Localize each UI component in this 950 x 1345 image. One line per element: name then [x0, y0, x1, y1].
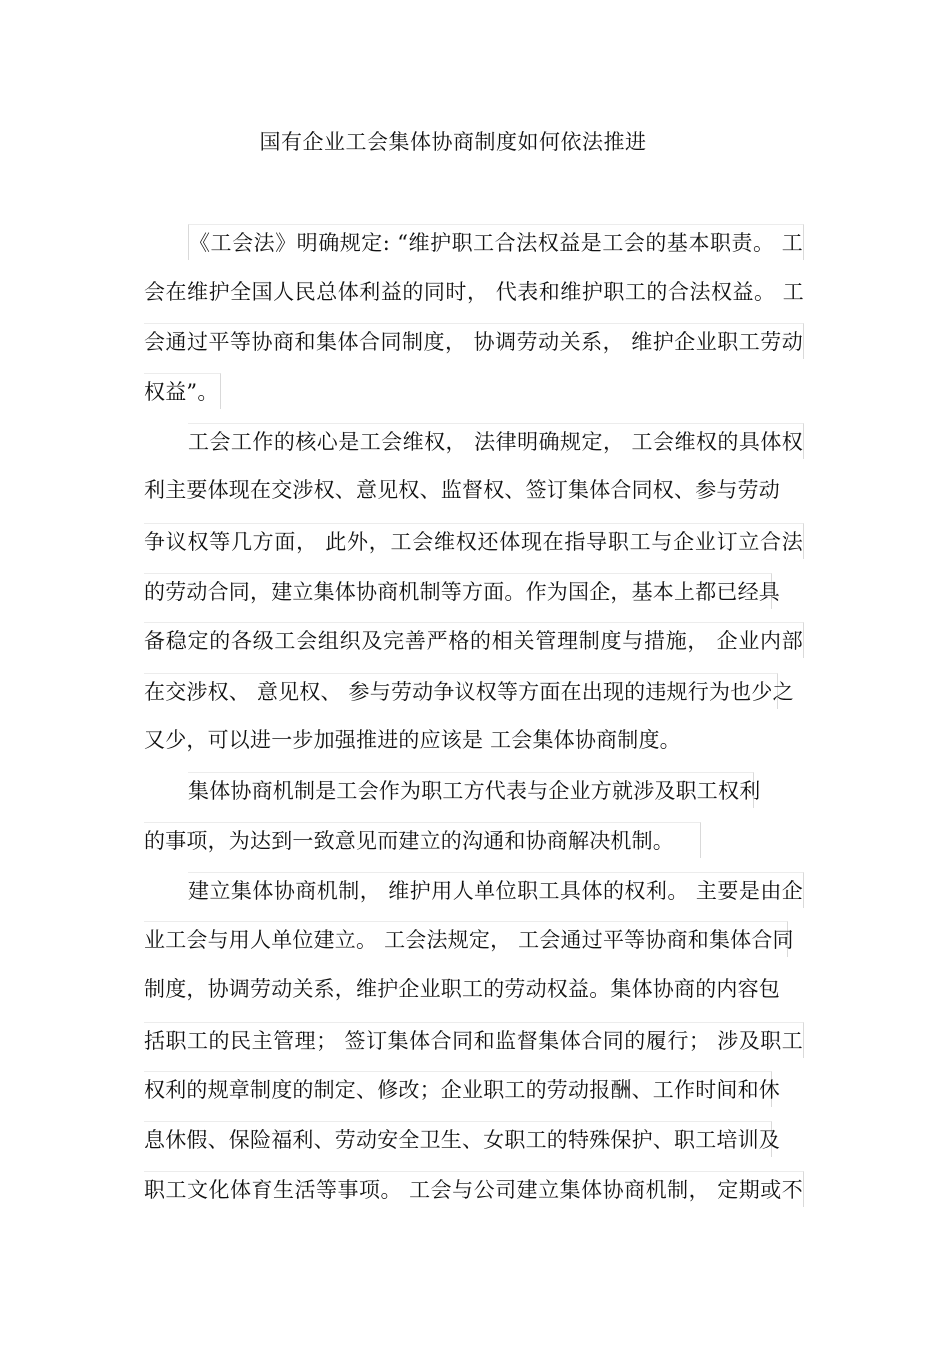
paragraph-4-line-1: 建立集体协商机制， 维护用人单位职工具体的权利。 主要是由企 [188, 872, 804, 908]
paragraph-4-line-6: 息休假、保险福利、劳动安全卫生、女职工的特殊保护、职工培训及 [144, 1121, 772, 1157]
paragraph-3-line-1: 集体协商机制是工会作为职工方代表与企业方就涉及职工权利 [188, 772, 754, 808]
paragraph-4-line-4: 括职工的民主管理； 签订集体合同和监督集体合同的履行； 涉及职工 [144, 1022, 804, 1058]
paragraph-2-line-3: 争议权等几方面， 此外，工会维权还体现在指导职工与企业订立合法 [144, 523, 804, 559]
paragraph-4-line-7: 职工文化体育生活等事项。 工会与公司建立集体协商机制， 定期或不 [144, 1171, 804, 1207]
paragraph-2-line-2: 利主要体现在交涉权、意见权、监督权、签订集体合同权、参与劳动 [144, 478, 780, 502]
paragraph-2-line-4: 的劳动合同，建立集体协商机制等方面。作为国企，基本上都已经具 [144, 573, 772, 609]
paragraph-4-line-2: 业工会与用人单位建立。 工会法规定， 工会通过平等协商和集体合同 [144, 921, 788, 957]
paragraph-1-line-4: 权益”。 [144, 373, 221, 409]
paragraph-4-line-3: 制度，协调劳动关系，维护企业职工的劳动权益。集体协商的内容包 [144, 977, 780, 1001]
paragraph-2-line-5: 备稳定的各级工会组织及完善严格的相关管理制度与措施， 企业内部 [144, 622, 804, 658]
paragraph-3-line-2: 的事项，为达到一致意见而建立的沟通和协商解决机制。 [144, 822, 701, 858]
paragraph-2-line-6: 在交涉权、 意见权、 参与劳动争议权等方面在出现的违规行为也少之 [144, 673, 778, 709]
paragraph-2-line-1: 工会工作的核心是工会维权， 法律明确规定， 工会维权的具体权 [188, 423, 804, 459]
paragraph-1-line-3: 会通过平等协商和集体合同制度， 协调劳动关系， 维护企业职工劳动 [144, 323, 804, 359]
paragraph-1-line-2: 会在维护全国人民总体利益的同时， 代表和维护职工的合法权益。 工 [144, 280, 804, 304]
page-title: 国有企业工会集体协商制度如何依法推进 [259, 130, 647, 154]
paragraph-2-line-7: 又少，可以进一步加强推进的应该是 工会集体协商制度。 [144, 728, 681, 752]
paragraph-4-line-5: 权利的规章制度的制定、修改；企业职工的劳动报酬、工作时间和休 [144, 1071, 772, 1107]
paragraph-1-line-1: 《工会法》明确规定: “维护职工合法权益是工会的基本职责。 工 [188, 224, 804, 260]
